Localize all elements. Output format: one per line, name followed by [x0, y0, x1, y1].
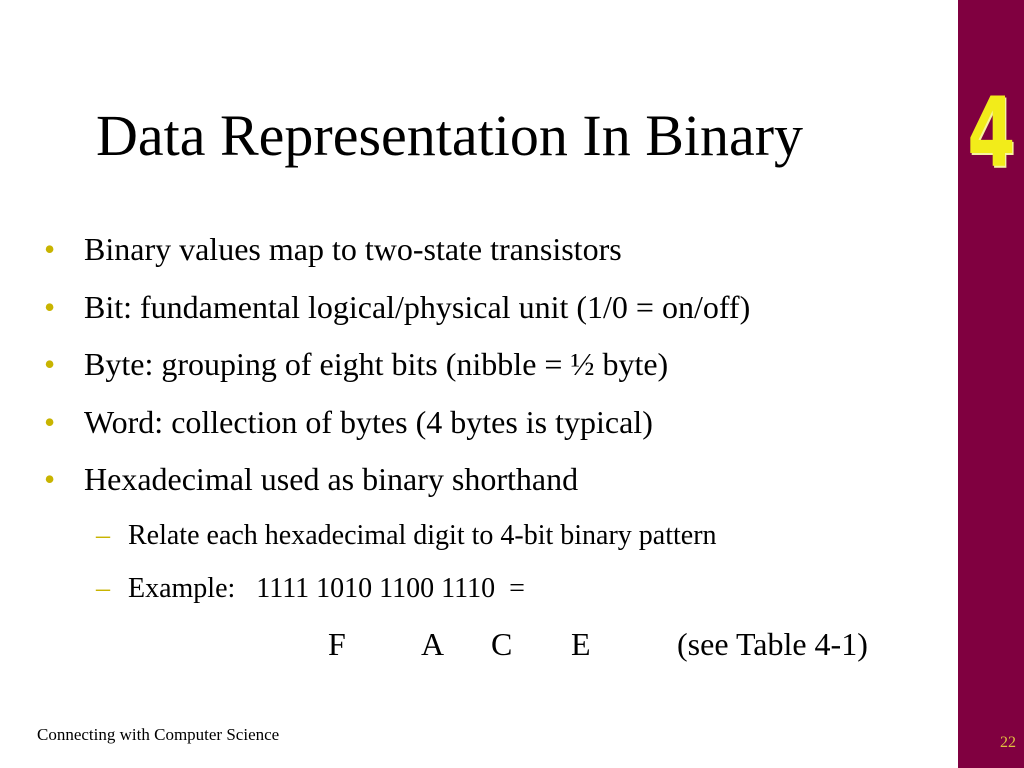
table-reference: (see Table 4-1) — [677, 626, 868, 662]
bullet-item — [44, 403, 944, 441]
hex-digit: E — [571, 626, 591, 662]
hex-digit: A — [421, 626, 445, 662]
page-number: 22 — [1000, 734, 1016, 751]
sub-bullet-item — [96, 572, 717, 606]
bullet-marker: • — [44, 231, 56, 267]
chapter-number: 4 — [967, 77, 1016, 189]
bullet-item — [44, 288, 944, 326]
hex-digit: C — [491, 626, 513, 662]
sub-bullet-list — [96, 519, 717, 625]
sub-bullet-text: Relate each hexadecimal digit to 4-bit binary pattern — [128, 520, 717, 551]
bullet-marker: • — [44, 346, 56, 383]
footer-text: Connecting with Computer Science — [37, 725, 280, 744]
bullet-marker: • — [44, 403, 56, 440]
bullet-text: Hexadecimal used as binary shorthand — [84, 461, 579, 498]
slide-title: Data Representation In Binary — [96, 103, 804, 168]
bullet-item — [44, 460, 944, 498]
bullet-text: Word: collection of bytes (4 bytes is typical) — [84, 403, 653, 440]
bullet-item — [44, 345, 944, 383]
bullet-list — [44, 230, 944, 518]
sub-bullet-text: Example: 1111 1010 1100 1110 = — [128, 573, 525, 604]
bullet-text: Binary values map to two-state transistors — [84, 231, 622, 267]
bullet-item — [44, 230, 944, 268]
bullet-marker: • — [44, 288, 56, 325]
bullet-text: Bit: fundamental logical/physical unit (1/0 = on/off) — [84, 288, 751, 325]
bullet-text: Byte: grouping of eight bits (nibble = ½ byte) — [84, 346, 669, 383]
sub-bullet-marker: – — [96, 520, 110, 551]
sub-bullet-item — [96, 519, 717, 553]
hex-digit: F — [328, 626, 346, 662]
sub-bullet-marker: – — [96, 573, 110, 604]
bullet-marker: • — [44, 461, 56, 498]
